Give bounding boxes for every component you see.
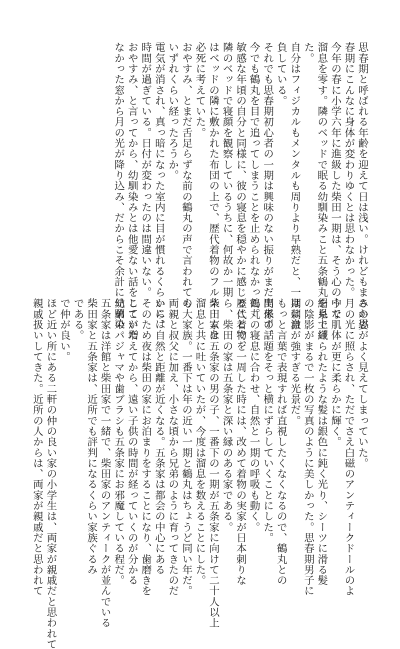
- text-line: もっと言葉で表現すれば直視したくなくなるので、鶴丸との: [274, 298, 287, 586]
- text-line: そのため夜は柴田の家にお泊まりをすることになり、歯磨きを: [139, 298, 152, 597]
- text-line: 今年の春に小学六年に進級した柴田一期は、そう心の中で: [328, 42, 341, 319]
- text-line: 絹糸で織られたような髪は銀色に鈍く光り、シーツに滑る髪: [315, 298, 328, 586]
- text-line: 鶴丸の寝息に合わせ、自然と一期の呼吸も動く。: [247, 298, 260, 533]
- text-line: おやすみ、と言ってから、幼馴染みとは他愛ない話をしていた: [125, 42, 138, 341]
- text-line: から、自然と距離が近くなる。五条家は都会の中心にある: [152, 298, 165, 575]
- text-line: 敏感な年頃の自分と同様に、彼の寝息を穏やかに感じることで、: [234, 42, 247, 351]
- text-line: 月の光に照らされ、ただでさえ白磁のアンティークドールのよ: [342, 298, 355, 597]
- text-block-bottom: [30, 298, 368, 649]
- text-line: 負している。: [274, 42, 287, 106]
- text-line: みの姿がよく見えてしまっていた。: [356, 298, 368, 469]
- text-line: 思春期と呼ばれる年齢を迎えて日は浅い。けれどもまさか思: [356, 42, 368, 330]
- text-line: 溜息と共に吐いていたが、今度は溜息を数えることにした。: [193, 298, 206, 586]
- text-line: いずれくらい経ったろうか。: [166, 42, 179, 181]
- text-line: は刺激が強すぎる光景だ。: [288, 298, 301, 426]
- text-line: 兄弟のパジャマや歯ブラシも五条家にお邪魔している程だ。: [112, 298, 125, 586]
- text-line: た。: [301, 42, 314, 64]
- text-line: ここが増えてから、遠い子供の時間が経っていくのが分かる: [125, 298, 138, 586]
- text-line: である。: [71, 298, 84, 341]
- text-line: 今でも鶴丸を目で追ってしまうことを止められなかった。: [247, 42, 260, 319]
- text-line: なかった窓から月の光が降り込み、だからこそ余計に幼馴染: [112, 42, 125, 330]
- text-line: 自分はフィジカルもメンタルも周りより早熟だと、一期は自: [288, 42, 301, 330]
- text-line: の大家族。一番下は年の近い一期と鶴丸はちょうど同い年だ。: [179, 298, 192, 597]
- text-line: 五条家は洋館と柴田家で一緒で、柴田家のアンティークが並んでいる: [98, 298, 111, 629]
- text-line: おやすみ、とまだ舌足らずな前の鶴丸の声で言われても: [179, 42, 192, 309]
- text-line: 必死に考えていた。: [193, 42, 206, 138]
- text-line: 柴田家と五条家は、近所でも評判になるくらい家族ぐるみ: [85, 298, 98, 575]
- text-line: の陰影がまるで一枚の写真のように美しかった。思春期男子に: [301, 298, 314, 597]
- text-line: 歴代着物を一周した時には、改めて着物の実家が日本刺りな: [234, 298, 247, 586]
- text-line: 関係の話題をそっと横にずらしていくことにした。: [261, 298, 274, 543]
- text-line: 柴田家は五条家の男の子、一番下の一期が五条家に向けて二十人以上: [206, 298, 219, 629]
- text-line: 隣のベッドで寝顔を観察しているうちに、何故か一期: [220, 42, 233, 298]
- text-line: 両親と叔父に加え、小さな頃から兄弟のように育ってきたのだ: [166, 298, 179, 597]
- text-line: 電気が消され、真っ暗になった室内に目が慣れるくらいには: [152, 42, 165, 330]
- text-line: で仲が良い。: [57, 298, 70, 362]
- text-line: 親戚扱いしてきた。近所の人からは、両家が親戚だと思われて: [30, 298, 43, 597]
- text-line: それでも思春期初心者の一期は興味のない振りがまだ出来ず、: [261, 42, 274, 341]
- text-line: うな肌体が更に柔らかに輝く。: [328, 298, 341, 448]
- text-line: ら、柴田の家は五条家と深い縁のある家である。: [220, 298, 233, 533]
- text-line: 春期にこんなに身体が変わりゆくとは思わなかった。: [342, 42, 355, 298]
- text-line: 溜息を零す。隣のベッドで眠る幼馴染みこと五条鶴丸を見上げ: [315, 42, 328, 341]
- text-line: はベッドの隣に敷かれた布団の上で、歴代着物のフルネームを: [206, 42, 219, 341]
- text-line: 時間が過ぎている。日付が変わったのは間違いない。: [139, 42, 152, 298]
- text-line: ほど近い所にある二軒の仲の良い家の小学生は、両家が親戚だと思われて: [44, 298, 57, 649]
